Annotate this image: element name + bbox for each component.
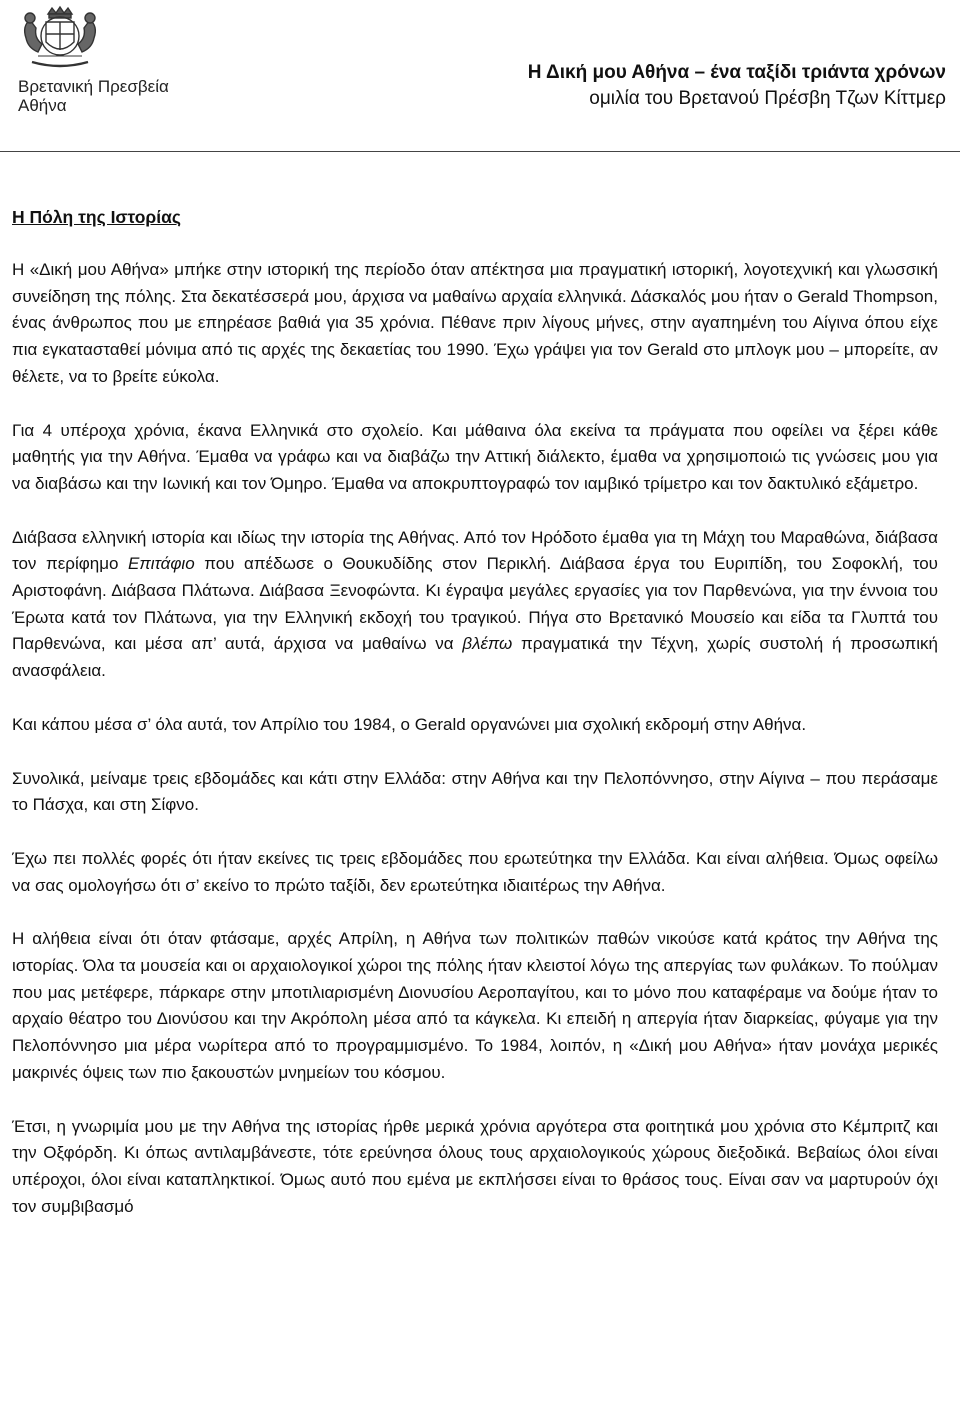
paragraph-3-text-a: Διάβασα ελληνική ιστορία και ιδίως την ιστορία της Αθήνας. Από τον Ηρόδοτο έμαθα για τη Μάχη του Μαραθώνα, διάβασα τον περίφημο xyxy=(12,527,938,574)
section-title: Η Πόλη της Ιστορίας xyxy=(12,207,181,227)
document-header xyxy=(528,60,946,112)
paragraph-3-text-b: που απέδωσε ο Θουκυδίδης στον Περικλή. Διάβασα έργα του Ευριπίδη, του Σοφοκλή, του Αριστοφάνη. Διάβασα Πλάτωνα. Διάβασα Ξενοφώντα. Κι έγραψα μεγάλες εργασίες για τον Παρθενώνα, για την έννοια του Έρωτα κατά τον Πλάτωνα, για την Ελληνική εκδοχή του τραγικού. Πήγα στο Βρετανικό Μουσείο και είδα τα Γλυπτά του Παρθενώνα, και μέσα απ’ αυτά, άρχισα να μαθαίνω να xyxy=(12,554,938,654)
paragraph-5-text: Συνολικά, μείναμε τρεις εβδομάδες και κάτι στην Ελλάδα: στην Αθήνα και την Πελοπόννησο, στην Αίγινα – που περάσαμε το Πάσχα, και στη Σίφνο. xyxy=(12,768,938,815)
paragraph-5 xyxy=(12,766,938,819)
paragraph-3-emphasis-a: Επιτάφιο xyxy=(128,554,195,574)
paragraph-3 xyxy=(12,525,938,685)
paragraph-6 xyxy=(12,846,938,899)
header-divider xyxy=(0,151,960,152)
paragraph-8 xyxy=(12,1114,938,1221)
paragraph-7 xyxy=(12,926,938,1086)
document-subtitle: ομιλία του Βρετανού Πρέσβη Τζων Κίττμερ xyxy=(589,88,946,109)
document-title: Η Δική μου Αθήνα – ένα ταξίδι τριάντα χρόνων xyxy=(527,62,946,83)
paragraph-6-text: Έχω πει πολλές φορές ότι ήταν εκείνες τις τρεις εβδομάδες που ερωτεύτηκα την Ελλάδα. Και είναι αλήθεια. Όμως οφείλω να σας ομολογήσω ότι σ’ εκείνο το πρώτο ταξίδι, δεν ερωτεύτηκα ιδιαιτέρως την Αθήνα. xyxy=(12,848,938,895)
paragraph-4 xyxy=(12,712,938,739)
paragraph-8-text: Έτσι, η γνωριμία μου με την Αθήνα της ιστορίας ήρθε μερικά χρόνια αργότερα στα φοιτητικά μου χρόνια στο Κέμπριτζ και την Οξφόρδη. Κι όπως αντιλαμβάνεστε, τότε ερεύνησα όλους τους αρχαιολογικούς χώρους διεξοδικά. Βεβαίως όλοι είναι υπέροχοι, όλοι είναι καταπληκτικοί. Όμως αυτό που εμένα με εκπλήσσει είναι το θράσος τους. Είναι σαν να μαρτυρούν όχι τον συμβιβασμό xyxy=(12,1116,938,1216)
paragraph-7-text: Η αλήθεια είναι ότι όταν φτάσαμε, αρχές Απρίλη, η Αθήνα των πολιτικών παθών νικούσε κατά κράτος την Αθήνα της ιστορίας. Όλα τα μουσεία και οι αρχαιολογικοί χώροι της πόλης ήταν κλειστοί λόγω της απεργίας των φυλάκων. Το πούλμαν που μας μετέφερε, πάρκαρε στην μποτιλιαρισμένη Διονυσίου Αεροπαγίτου, και το μόνο που καταφέραμε να δούμε ήταν το αρχαίο θέατρο του Διονύσου και την Ακρόπολη μέσα από τα κάγκελα. Κι επειδή η απεργία ήταν διαρκείας, φύγαμε για την Πελοπόννησο μια μέρα νωρίτερα από το προγραμμισμένο. Το 1984, λοιπόν, η «Δική μου Αθήνα» ήταν μονάχα μερικές μακρινές όψεις των πιο ξακουστών μνημείων του κόσμου. xyxy=(12,929,938,1082)
embassy-name-line2: Αθήνα xyxy=(18,96,67,115)
royal-coat-of-arms-icon xyxy=(8,4,108,74)
embassy-name-line1: Βρετανική Πρεσβεία xyxy=(18,77,169,96)
embassy-logo xyxy=(8,4,198,114)
embassy-name xyxy=(18,77,169,115)
paragraph-2-text: Για 4 υπέροχα χρόνια, έκανα Ελληνικά στο σχολείο. Και μάθαινα όλα εκείνα τα πράγματα που οφείλει να ξέρει κάθε μαθητής για την Αθήνα. Έμαθα να γράφω και να διαβάζω την Αττική διάλεκτο, έμαθα να χρησιμοποιώ τις γνώσεις μου για να διαβάσω και την Ιωνική και τον Όμηρο. Έμαθα να αποκρυπτογραφώ τον ιαμβικό τρίμετρο και τον δακτυλικό εξάμετρο. xyxy=(12,420,938,493)
paragraph-3-emphasis-b: βλέπω xyxy=(462,634,513,654)
paragraph-1 xyxy=(12,257,938,391)
paragraph-3-text-c: πραγματικά την Τέχνη, χωρίς συστολή ή προσωπική ανασφάλεια. xyxy=(12,634,938,681)
paragraph-2 xyxy=(12,418,938,498)
paragraph-1-text: Η «Δική μου Αθήνα» μπήκε στην ιστορική της περίοδο όταν απέκτησα μια πραγματική ιστορική, λογοτεχνική και γλωσσική συνείδηση της πόλης. Στα δεκατέσσερά μου, άρχισα να μαθαίνω αρχαία ελληνικά. Δάσκαλός μου ήταν ο Gerald Thompson, ένας άνθρωπος που με επηρέασε βαθιά για 35 χρόνια. Πέθανε πριν λίγους μήνες, στην αγαπημένη του Αίγινα όπου είχε πια εγκατασταθεί μόνιμα από τις αρχές της δεκαετίας του 1990. Έχω γράψει για τον Gerald στο μπλογκ μου – μπορείτε, αν θέλετε, να το βρείτε εύκολα. xyxy=(12,260,938,386)
paragraph-4-text: Και κάπου μέσα σ’ όλα αυτά, τον Απρίλιο του 1984, ο Gerald οργανώνει μια σχολική εκδρομή στην Αθήνα. xyxy=(12,714,807,734)
document-body xyxy=(12,204,938,1247)
